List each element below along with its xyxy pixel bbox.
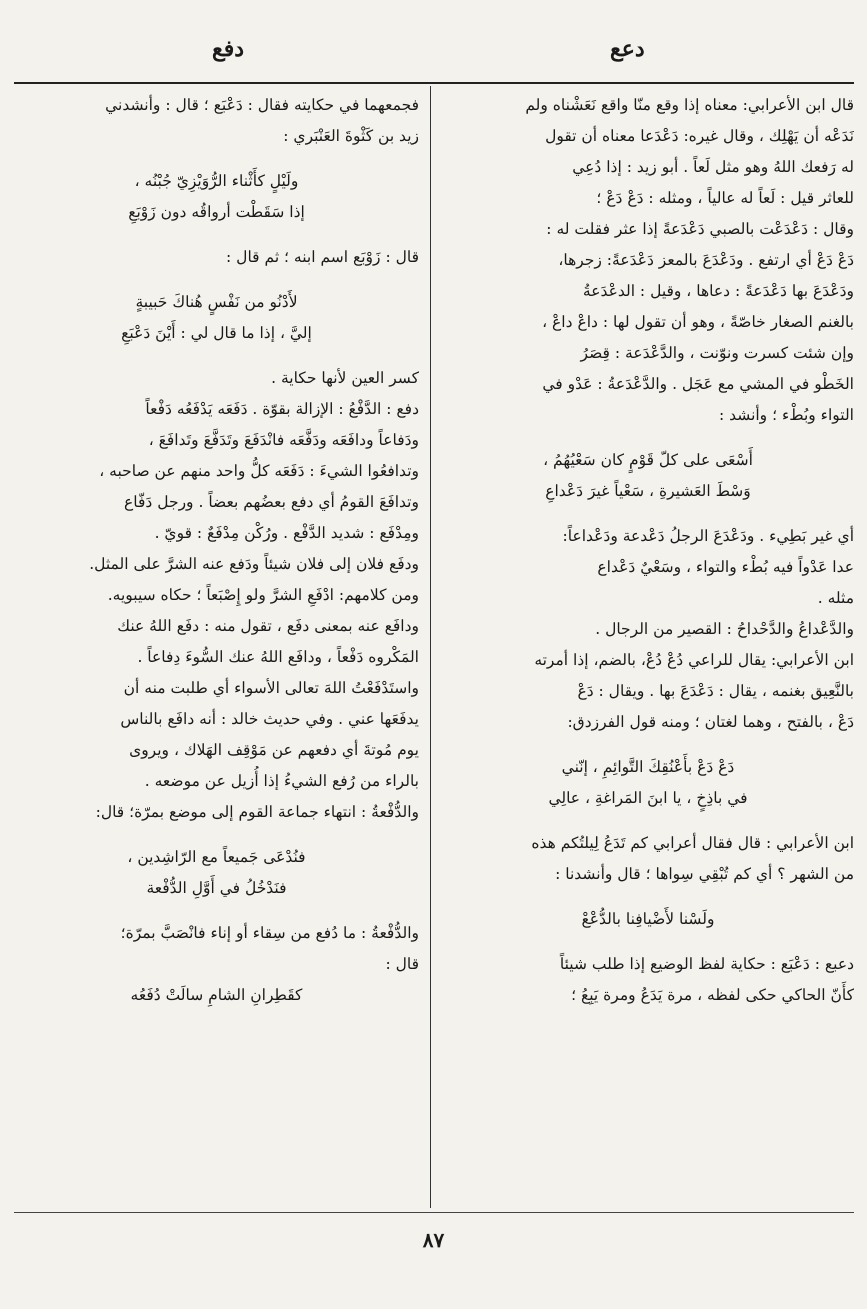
text-line: عدا عَدْواً فيه بُطْء والتواء ، وسَعْيٌ دَعْداع [597,558,854,576]
text-line: ومن كلامهم: ادْفَعِ الشرَّ ولو إِصْبَعاً ؛ حكاه سيبويه. [107,586,419,604]
paragraph-gap [442,935,854,949]
text-line: له رَفعك اللهُ وهو مثل لَعاً . أبو زيد : إذا دُعِي [572,158,854,176]
text-line: والدُّفْعةُ : انتهاء جماعة القوم إلى موضع بمرّة؛ قال: [95,803,419,821]
text-line: زيد بن كَثْوةَ العَنْبَري : [283,127,419,145]
text-line: ودفَع فلان إلى فلان شيئاً ودَفع عنه الشرَّ على المثل. [89,555,419,573]
text-line: دَعْ دَعْ أي ارتفع . ودَعْدَعَ بالمعز دَعْدَعةً: زجرها، [558,251,854,269]
verse-line: لأَدْنُو من نَفْسٍ هُناكَ حَبيبةٍ [135,293,298,311]
verse-line: وَسْطَ العَشيرةِ ، سَعْياً غيرَ دَعْداعِ [545,482,751,500]
text-line: كسر العين لأنها حكاية . [271,369,419,387]
verse-line: إليَّ ، إذا ما قال لي : أَيْنَ دَعْبَعِ [121,324,312,342]
verse-line: دَعْ دَعْ بأَعْنُقِكَ التَّوائِمِ ، إنّني [561,758,735,776]
text-line: وتدافَعَ القومُ أي دفع بعضُهم بعضاً . ورجل دَفّاع [124,493,419,511]
text-line: والدُّفْعةُ : ما دُفع من سِقاء أو إناء فانْصَبَّ بمرّة؛ [120,924,419,942]
text-line: ابن الأعرابي: يقال للراعي دُعْ دُعْ، بالضم، إذا أمرته [534,651,854,669]
header-rule [14,82,854,84]
text-line: كأَنّ الحاكي حكى لفظه ، مرة يَدَعُ ومرة يَبِعُ ؛ [571,986,854,1004]
text-line: نَدَعْه أن يَهْلِك ، وقال غيره: دَعْدَعا معناه أن تقول [545,127,854,145]
paragraph-gap [442,890,854,904]
text-line: بالراء من رُفع الشيءُ إذا أُزيل عن موضعه . [144,772,419,790]
page-number: ٨٧ [422,1228,445,1252]
verse-line: أَسْعَى على كلّ قَوْمٍ كان سَعْيُهُمُ ، [543,451,753,469]
text-line: قال ابن الأعرابي: معناه إذا وقع منّا واقع نَعَشْناه ولم [525,96,854,114]
text-line: بالغنم الصغار خاصّةً ، وهو أن تقول لها : داعْ داعْ ، [542,313,854,331]
text-line: ودَعْدَعَ بها دَعْدَعةً : دعاها ، وقيل : الدعْدَعةُ [582,282,854,300]
text-line: يدفَعَها عني . وفي حديث خالد : أنه دافَع بالناس [120,710,419,728]
text-line: ابن الأعرابي : قال فقال أعرابي كم تَدَعُ لِيلتُكم هذه [531,834,854,852]
text-line: واستَدْفَعْتُ اللهَ تعالى الأسواء أي طلبت منه أن [123,679,419,697]
text-line: يوم مُوتةَ أي دفعهم عن مَوْقِف الهَلاك ، ويروى [129,741,419,759]
verse-line: ولَيْلٍ كأَثْناء الرُّوَيْزِيّ جُبْنُه ، [134,172,299,190]
paragraph-gap [14,349,419,363]
text-line: وتدافعُوا الشيءَ : دَفَعَه كلُّ واحد منهم عن صاحبه ، [99,462,419,480]
header-right-guide-word: دعع [610,36,645,62]
left-column [14,90,419,1205]
text-line: ودافَع عنه بمعنى دفَع ، تقول منه : دفَع اللهُ عنك [117,617,419,635]
text-line: من الشهر ؟ أي كم تُبْقِي سِواها ؛ قال وأنشدنا : [555,865,854,883]
paragraph-gap [442,814,854,828]
text-line: فجمعهما في حكايته فقال : دَعْبَع ؛ قال : وأنشدني [105,96,419,114]
paragraph-gap [442,507,854,521]
footer-rule [14,1212,854,1213]
paragraph-gap [14,152,419,166]
paragraph-gap [14,273,419,287]
verse-line: إذا سَقَطْت أرواقُه دون زَوْبَعِ [128,203,305,221]
paragraph-gap [14,228,419,242]
verse-line: فنُدْعَى جَميعاً مع الرّاشِدين ، [127,848,306,866]
text-line: للعاثر قيل : لَعاً له عالياً ، ومثله : دَعْ دَعْ ؛ [596,189,854,207]
text-line: مثله . [817,589,854,607]
text-line: ومِدْفَع : شديد الدَّفْع . ورُكْن مِدْفَعٌ : قويّ . [154,524,419,542]
text-line: الخَطْو في المشي مع عَجَل . والدَّعْدَعةُ : عَدْو في [542,375,854,393]
text-line: دَعْ ، بالفتح ، وهما لغتان ؛ ومنه قول الفرزدق: [567,713,854,731]
text-line: ودَفاعاً ودافَعَه ودَفَّعَه فانْدَفَعَ وتَدَفَّعَ وتَدافَعَ ، [148,431,419,449]
text-line: المَكْروه دَفْعاً ، ودافَع اللهُ عنك السُّوءَ دِفاعاً . [137,648,419,666]
text-line: دعبع : دَعْبَع : حكاية لفظ الوضيع إذا طلب شيئاً [559,955,854,973]
paragraph-gap [14,828,419,842]
verse-line: في باذِخٍ ، يا ابنَ المَراغةِ ، عالِي [548,789,748,807]
verse-line: فنَدْخُلُ في أَوَّلِ الدُّفْعة [146,879,287,897]
text-line: قال : زَوْبَع اسم ابنه ؛ ثم قال : [226,248,419,266]
text-line: والدَّعْداعُ والدَّحْداحُ : القصير من الرجال . [595,620,854,638]
text-line: دفع : الدَّفْعُ : الإزالة بقوّة . دَفَعَه يَدْفَعُه دَفْعاً [145,400,419,418]
text-line: التواء وبُطْء ؛ وأنشد : [718,406,854,424]
text-line: قال : [385,955,419,973]
text-line: وقال : دَعْدَعْت بالصبي دَعْدَعةً إذا عثر فقلت له : [546,220,854,238]
column-separator [430,86,431,1208]
text-line: أي غير بَطِيء . ودَعْدَعَ الرجلُ دَعْدعة ودَعْداعاً: [562,527,854,545]
text-line: بالنَّعِيق بغنمه ، يقال : دَعْدَعَ بها . ويقال : دَعْ [577,682,854,700]
paragraph-gap [442,431,854,445]
paragraph-gap [14,904,419,918]
paragraph-gap [442,738,854,752]
verse-line: ولَسْنا لأَضْيافِنا بالدُّعْعْ [581,910,715,928]
right-column [442,90,854,1205]
header-left-guide-word: دفع [212,36,245,62]
verse-line: كقَطِرانِ الشامِ سالَتْ دُفَعُه [130,986,303,1004]
text-line: وإن شئت كسرت ونوّنت ، والدَّعْدَعة : قِصَرُ [580,344,854,362]
